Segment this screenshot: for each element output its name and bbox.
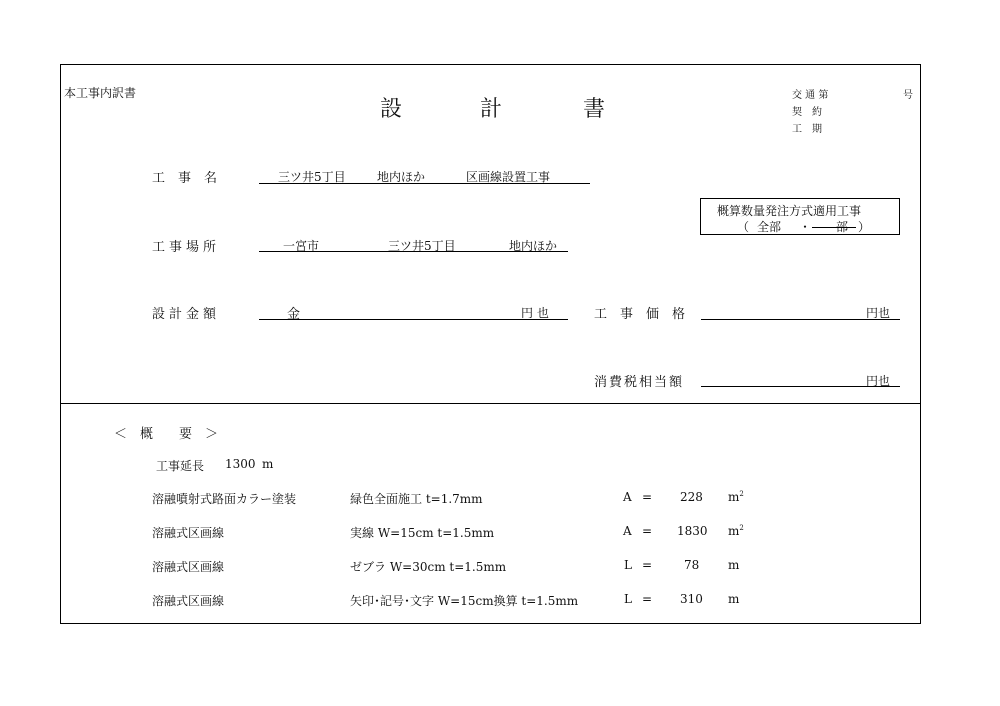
item-spec: 実線 W=15cm t=1.5mm bbox=[350, 526, 495, 540]
item-eq: = bbox=[642, 524, 653, 538]
item-spec: 緑色全面施工 t=1.7mm bbox=[350, 492, 483, 506]
location-part-1: 一宮市 bbox=[283, 239, 320, 253]
title-char-3: 書 bbox=[583, 97, 606, 122]
summary-heading: ＜ 概 要 ＞ bbox=[114, 427, 219, 442]
project-name-part-3: 区画線設置工事 bbox=[466, 170, 551, 184]
item-symbol: A bbox=[623, 490, 632, 504]
item-symbol: L bbox=[624, 558, 632, 572]
number-suffix: 号 bbox=[903, 90, 913, 101]
item-unit: m bbox=[728, 558, 740, 572]
tax-underline bbox=[701, 386, 900, 387]
project-name-part-2: 地内ほか bbox=[377, 170, 426, 184]
item-symbol: A bbox=[623, 524, 632, 538]
construction-price-suffix: 円也 bbox=[866, 306, 891, 320]
item-qty: 228 bbox=[680, 490, 703, 504]
item-eq: = bbox=[642, 558, 653, 572]
item-name: 溶融噴射式路面カラー塗装 bbox=[152, 492, 297, 506]
item-name: 溶融式区画線 bbox=[152, 560, 225, 574]
construction-price-underline bbox=[701, 319, 900, 320]
tax-suffix: 円也 bbox=[866, 374, 891, 388]
project-name-underline bbox=[259, 183, 590, 184]
item-unit-base: m bbox=[728, 490, 740, 504]
location-label: 工事場所 bbox=[152, 240, 221, 255]
project-name-part-1: 三ツ井5丁目 bbox=[278, 170, 346, 184]
location-part-2: 三ツ井5丁目 bbox=[388, 239, 456, 253]
contract-label: 契 約 bbox=[792, 107, 822, 118]
method-line-1: 概算数量発注方式適用工事 bbox=[717, 204, 862, 218]
item-unit-sup: 2 bbox=[739, 490, 744, 498]
item-spec: ゼブラ W=30cm t=1.5mm bbox=[350, 560, 507, 574]
method-strike-line bbox=[812, 227, 856, 228]
item-unit-sup: 2 bbox=[739, 524, 744, 532]
item-symbol: L bbox=[624, 592, 632, 606]
doc-type-label: 本工事内訳書 bbox=[64, 86, 137, 100]
location-part-3: 地内ほか bbox=[509, 239, 558, 253]
title-char-2: 計 bbox=[480, 97, 503, 122]
item-eq: = bbox=[642, 592, 653, 606]
extension-label: 工事延長 bbox=[156, 459, 205, 473]
item-unit-base: m bbox=[728, 524, 740, 538]
item-eq: = bbox=[642, 490, 653, 504]
section-divider bbox=[60, 403, 921, 404]
item-qty: 1830 bbox=[677, 524, 708, 538]
method-option-all: 全部 bbox=[757, 220, 782, 234]
title-char-1: 設 bbox=[380, 97, 403, 122]
method-open-paren: （ bbox=[737, 220, 750, 234]
design-amount-underline bbox=[259, 319, 568, 320]
construction-price-label: 工 事 価 格 bbox=[594, 307, 686, 322]
extension-value: 1300 bbox=[225, 457, 256, 471]
item-qty: 78 bbox=[684, 558, 700, 572]
amount-suffix: 円 也 bbox=[521, 306, 549, 320]
item-name: 溶融式区画線 bbox=[152, 594, 225, 608]
project-name-label: 工 事 名 bbox=[152, 171, 218, 186]
amount-prefix: 金 bbox=[287, 307, 301, 322]
tax-label: 消費税相当額 bbox=[594, 375, 685, 390]
design-amount-label: 設計金額 bbox=[152, 307, 221, 322]
item-spec: 矢印･記号･文字 W=15cm換算 t=1.5mm bbox=[350, 594, 579, 608]
item-unit: m bbox=[728, 592, 740, 606]
method-dot: ・ bbox=[799, 220, 812, 234]
item-unit bbox=[728, 490, 744, 504]
location-underline bbox=[259, 251, 568, 252]
item-name: 溶融式区画線 bbox=[152, 526, 225, 540]
period-label: 工 期 bbox=[792, 124, 822, 135]
item-unit bbox=[728, 524, 744, 538]
traffic-no-label: 交 通 第 bbox=[792, 90, 829, 101]
extension-unit: m bbox=[262, 457, 274, 471]
method-option-part: 部 bbox=[836, 220, 849, 234]
method-close-paren: ） bbox=[858, 220, 871, 234]
item-qty: 310 bbox=[680, 592, 703, 606]
